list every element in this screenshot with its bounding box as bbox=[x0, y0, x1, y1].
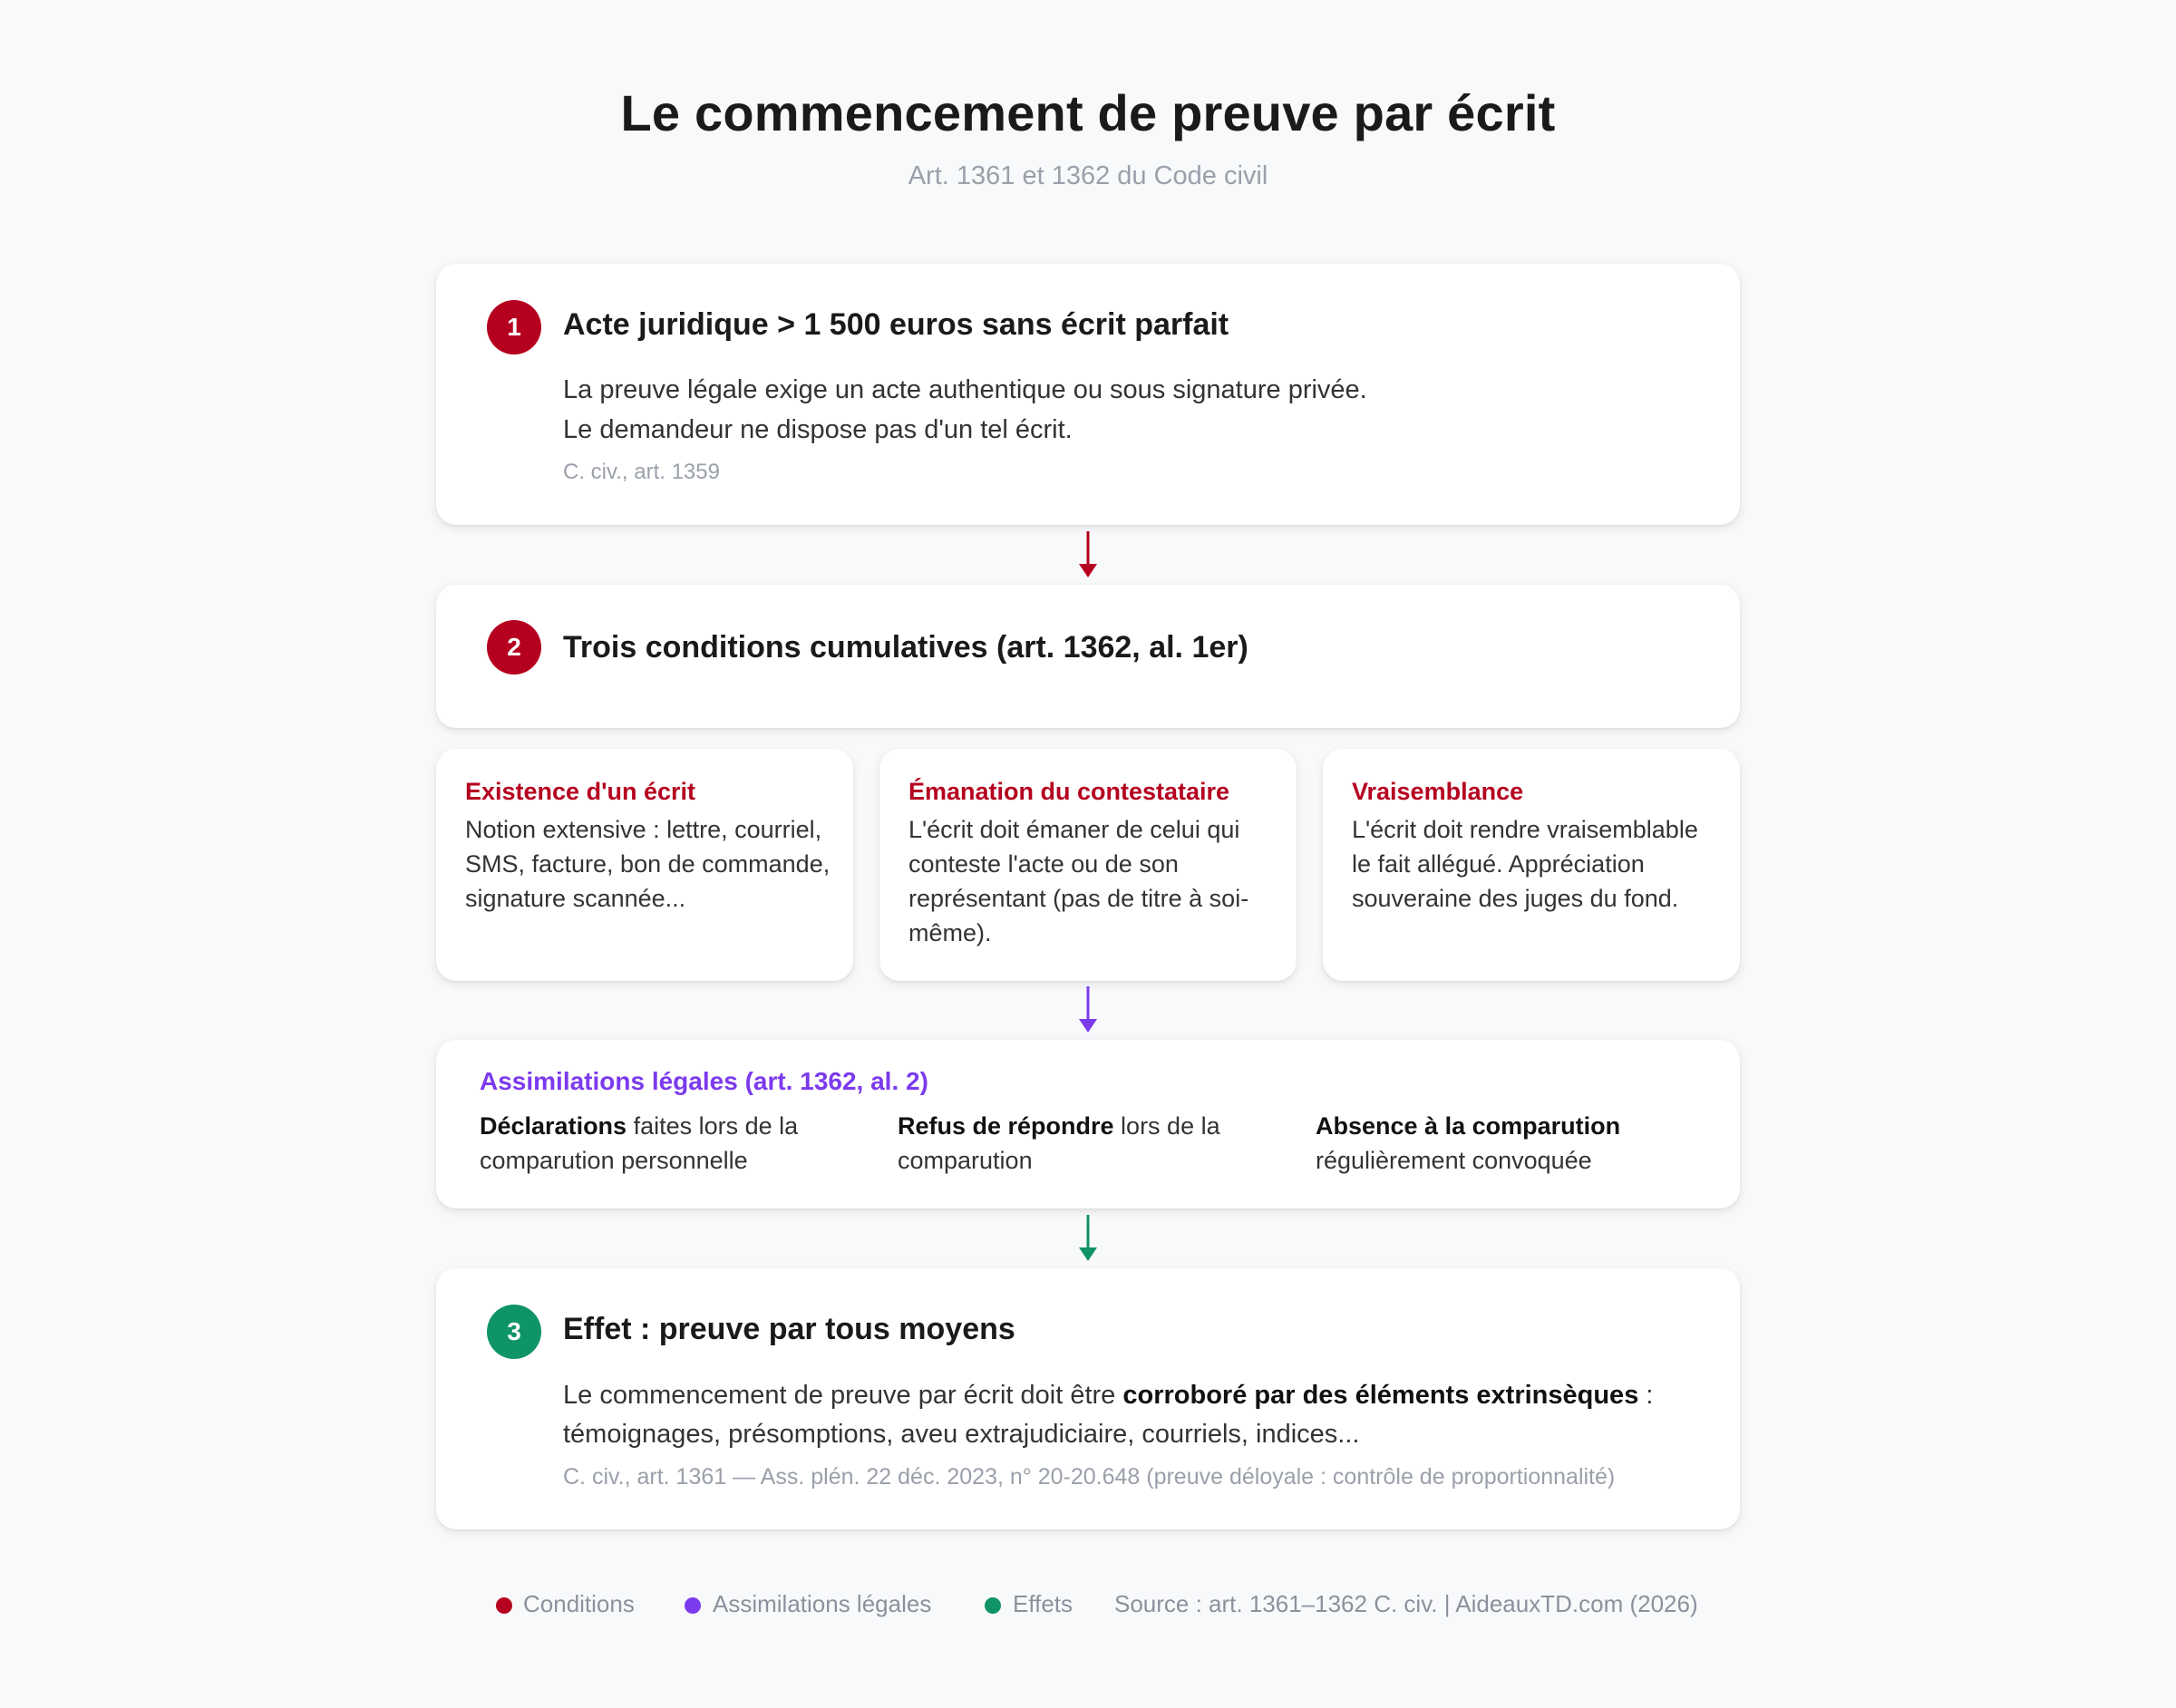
step-3-line-1: Le commencement de preuve par écrit doit être corroboré par des éléments extrinsèques : bbox=[563, 1381, 1654, 1410]
condition-title: Existence d'un écrit bbox=[465, 778, 696, 805]
condition-card-ecrit bbox=[436, 749, 853, 981]
step-2-title: Trois conditions cumulatives (art. 1362, al. 1er) bbox=[563, 630, 1248, 665]
step-1-badge: 1 bbox=[487, 300, 541, 354]
page-title: Le commencement de preuve par écrit bbox=[620, 84, 1556, 141]
arrow-down-icon bbox=[1073, 529, 1103, 580]
legend-assimilations: Assimilations légales bbox=[713, 1590, 932, 1617]
condition-card-vraisemblance bbox=[1323, 749, 1740, 981]
condition-text: L'écrit doit rendre vraisemblable le fait allégué. Appréciation souveraine des juges du fond. bbox=[1352, 816, 1698, 912]
assimilation-item-declarations: Déclarations faites lors de la comparution personnelle bbox=[480, 1112, 799, 1174]
legend-dot-effets-icon bbox=[985, 1597, 1001, 1614]
step-1-title: Acte juridique > 1 500 euros sans écrit parfait bbox=[563, 307, 1229, 342]
legend-effets: Effets bbox=[1013, 1590, 1073, 1617]
step-1-line-2: Le demandeur ne dispose pas d'un tel écrit. bbox=[563, 415, 1073, 444]
condition-text: Notion extensive : lettre, courriel, SMS, facture, bon de commande, signature scannée... bbox=[465, 816, 831, 912]
assimilation-item-refus: Refus de répondre lors de la comparution bbox=[898, 1112, 1220, 1174]
step-2-badge: 2 bbox=[487, 620, 541, 674]
step-3-line-2: témoignages, présomptions, aveu extrajudiciaire, courriels, indices... bbox=[563, 1420, 1360, 1449]
condition-text: L'écrit doit émaner de celui qui conteste l'acte ou de son représentant (pas de titre à soi-même). bbox=[908, 816, 1249, 946]
step-3-badge: 3 bbox=[487, 1305, 541, 1359]
legend-source: Source : art. 1361–1362 C. civ. | AideauxTD.com (2026) bbox=[1114, 1590, 1698, 1617]
legend-dot-assimilations-icon bbox=[685, 1597, 701, 1614]
assimilations-card bbox=[436, 1040, 1740, 1208]
assimilations-title: Assimilations légales (art. 1362, al. 2) bbox=[480, 1067, 928, 1095]
step-1-line-1: La preuve légale exige un acte authentique ou sous signature privée. bbox=[563, 375, 1367, 404]
legend-conditions: Conditions bbox=[523, 1590, 635, 1617]
step-3-reference: C. civ., art. 1361 — Ass. plén. 22 déc. 2023, n° 20-20.648 (preuve déloyale : contrôle de proportionnalité) bbox=[563, 1464, 1616, 1490]
condition-title: Émanation du contestataire bbox=[908, 778, 1230, 805]
assimilation-item-absence: Absence à la comparution régulièrement convoquée bbox=[1316, 1112, 1621, 1174]
condition-card-emanation bbox=[879, 749, 1297, 981]
page-subtitle: Art. 1361 et 1362 du Code civil bbox=[908, 161, 1268, 190]
step-1-reference: C. civ., art. 1359 bbox=[563, 460, 720, 484]
arrow-down-icon bbox=[1073, 1213, 1103, 1264]
arrow-down-icon bbox=[1073, 985, 1103, 1035]
step-3-card bbox=[436, 1268, 1740, 1529]
step-2-card bbox=[436, 585, 1740, 728]
step-3-title: Effet : preuve par tous moyens bbox=[563, 1312, 1015, 1346]
condition-title: Vraisemblance bbox=[1352, 778, 1524, 805]
legend-dot-conditions-icon bbox=[496, 1597, 512, 1614]
step-1-card bbox=[436, 264, 1740, 525]
